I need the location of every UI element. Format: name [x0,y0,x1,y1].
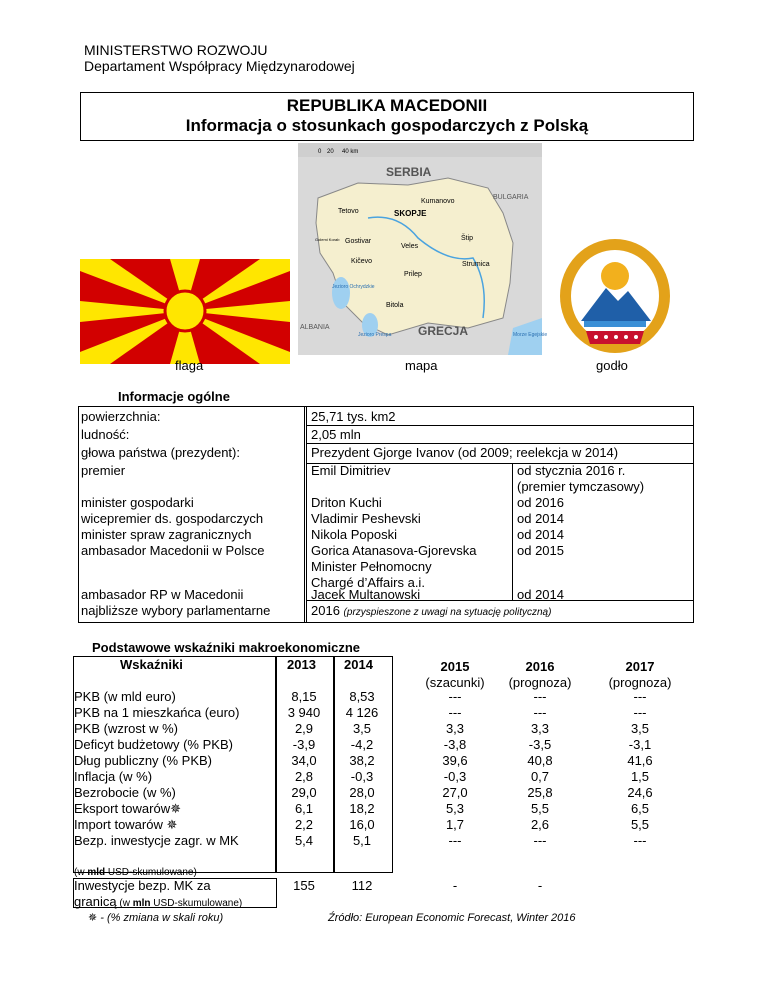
macro-cell: 39,6 [442,753,468,768]
macro-header-2015-sub: (szacunki) [425,675,485,690]
macro-cell: --- [448,689,462,704]
macro-row-label: Inflacja (w %) [74,769,153,784]
election-note: (przyspieszone z uwagi na sytuację polityczną) [343,607,552,618]
macro-cell: 5,4 [294,833,314,848]
info-date: od 2014 [517,511,564,526]
macro-cell: 3 940 [287,705,321,720]
macro-header-2014: 2014 [344,657,373,672]
macro-cell: --- [448,833,462,848]
info-value: 25,71 tys. km2 [311,409,396,424]
gear-marker-icon: ✵ [170,801,181,816]
macro-cell: 38,2 [349,753,375,768]
macro-cell: 2,6 [530,817,550,832]
macro-cell: --- [633,833,647,848]
info-label: powierzchnia: [81,409,161,424]
department-name: Departament Współpracy Międzynarodowej [84,58,355,74]
info-label: ambasador Macedonii w Polsce [81,543,265,558]
macro-cell: 34,0 [291,753,317,768]
macro-cell: --- [633,705,647,720]
map-label-greece: GRECJA [418,324,469,338]
ministry-name: MINISTERSTWO ROZWOJU [84,42,268,58]
info-date: od stycznia 2016 r. [517,463,626,478]
macro-row-label: PKB na 1 mieszkańca (euro) [74,705,240,720]
macro-cell: -0,3 [350,769,374,784]
emblem-caption: godło [596,358,628,373]
macro-header-2015: 2015 [440,659,470,674]
macro-cell: --- [633,689,647,704]
info-value: Emil Dimitriev [311,463,391,478]
map-label-albania: ALBANIA [300,324,330,331]
macro-cell: 4 126 [345,705,379,720]
map-label-gostivar: Gostivar [345,238,372,245]
macro-cell: 18,2 [349,801,375,816]
macro-cell: 8,53 [349,689,375,704]
info-label: premier [81,463,126,478]
macro-cell: 5,3 [445,801,465,816]
info-value: 2,05 mln [311,427,361,442]
gear-marker-icon: ✵ [162,817,178,832]
info-value: Minister Pełnomocny [311,559,432,574]
macro-cell: 5,5 [530,801,550,816]
macro-row-label: Deficyt budżetowy (% PKB) [74,737,233,752]
map-label-sea: Morze Egejskie [513,332,548,338]
macro-cell: -3,5 [528,737,552,752]
macro-cell: --- [448,705,462,720]
info-date: od 2014 [517,527,564,542]
macro-cell: 27,0 [442,785,468,800]
info-value: Prezydent Gjorge Ivanov (od 2009; reelekcja w 2014) [311,445,619,460]
macro-row-label: PKB (w mld euro) [74,689,176,704]
outward-fdi-2015: - [452,878,458,893]
map-label-strumica: Strumica [462,261,490,268]
map-scale-0: 0 [318,149,322,155]
macro-header-2017: 2017 [625,659,655,674]
map-label-veles: Veles [401,243,419,250]
map-label-prespa: Jezioro Prespa [358,332,392,338]
macro-cell: 5,5 [630,817,650,832]
macro-cell: 16,0 [349,817,375,832]
macro-cell: 3,5 [352,721,372,736]
map-scale-40: 40 km [342,149,359,155]
macro-cell: 0,7 [530,769,550,784]
info-value: Chargé d’Affairs a.i. [311,575,425,590]
macro-cell: -0,3 [443,769,467,784]
flag-caption: flaga [175,358,204,373]
info-value: Driton Kuchi [311,495,382,510]
footnote: ✵ - (% zmiana w skali roku) [88,912,224,924]
macro-cell: 2,2 [294,817,314,832]
macro-row-label: Bezp. inwestycje zagr. w MK [74,833,239,848]
macro-cell: 24,6 [627,785,653,800]
info-label: minister gospodarki [81,495,194,510]
map-label-bitola: Bitola [386,302,404,309]
source-note: Źródło: European Economic Forecast, Winter 2016 [328,912,576,924]
election-year: 2016 [311,603,340,618]
macro-cell: --- [533,705,547,720]
macro-cell: 28,0 [349,785,375,800]
info-value: Nikola Poposki [311,527,397,542]
info-label: ludność: [81,427,130,442]
macro-header-2016: 2016 [525,659,555,674]
macro-header-label: Wskaźniki [120,657,183,672]
map-label-serbia: SERBIA [386,165,432,179]
map-label-bulgaria: BULGARIA [493,194,529,201]
info-label: najbliższe wybory parlamentarne [81,603,271,618]
macro-cell: 6,1 [294,801,314,816]
macro-cell: -4,2 [350,737,374,752]
macro-cell: 25,8 [527,785,553,800]
macro-cell: 3,3 [445,721,465,736]
map-label-stip: Štip [461,235,474,242]
info-value: Vladimir Peshevski [311,511,421,526]
outward-fdi-2013: 155 [293,878,315,893]
info-section-title: Informacje ogólne [118,389,230,404]
info-date: od 2015 [517,543,564,558]
macro-cell: 6,5 [630,801,650,816]
map-caption: mapa [405,358,438,373]
macro-cell: 8,15 [291,689,317,704]
info-label: głowa państwa (prezydent): [81,445,240,460]
gear-marker-icon: ✵ [88,912,101,924]
macro-row-label: Eksport towarów✵ [74,801,181,816]
info-value: Jacek Multanowski [311,587,421,602]
macro-cell: 2,8 [294,769,314,784]
map-label-ohrid: Jezioro Ochrydzkie [332,284,375,290]
macro-header-2013: 2013 [287,657,316,672]
macro-row-label: Dług publiczny (% PKB) [74,753,212,768]
outward-fdi-2016: - [537,878,543,893]
macro-cell: --- [533,833,547,848]
macro-cell: 1,5 [630,769,650,784]
outward-fdi-label: Inwestycje bezp. MK za [74,878,211,893]
info-value: Gorica Atanasova-Gjorevska [311,543,477,558]
macro-cell: 3,3 [530,721,550,736]
map-label-prilep: Prilep [404,271,422,278]
macro-cell: -3,1 [628,737,652,752]
info-label: ambasador RP w Macedonii [81,587,244,602]
map-label-kumanovo: Kumanovo [421,198,455,205]
macro-header-2017-sub: (prognoza) [608,675,672,690]
macro-cell: -3,9 [292,737,316,752]
macro-cell: -3,8 [443,737,467,752]
macro-cell: 5,1 [352,833,372,848]
map-label-skopje: SKOPJE [394,209,427,218]
info-label: minister spraw zagranicznych [81,527,252,542]
macro-cell: 40,8 [527,753,553,768]
macro-row-label: PKB (wzrost w %) [74,721,179,736]
title-line1: REPUBLIKA MACEDONII [286,96,488,115]
macro-header-2016-sub: (prognoza) [508,675,572,690]
macro-cell: 1,7 [445,817,465,832]
fdi-unit-note: (w mld USD-skumulowane) [74,867,197,878]
macro-cell: --- [533,689,547,704]
outward-fdi-2014: 112 [351,878,373,893]
outward-fdi-label2: granicą (w mln USD-skumulowane) [74,894,243,909]
map-label-golemi: Golemi Korab [315,237,340,242]
title-line2: Informacja o stosunkach gospodarczych z Polską [185,116,589,135]
map-label-kicevo: Kičevo [351,258,373,265]
macro-cell: 41,6 [627,753,653,768]
macro-row-label: Import towarów ✵ [74,817,178,832]
macro-section-title: Podstawowe wskaźniki makroekonomiczne [92,640,361,655]
macro-row-label: Bezrobocie (w %) [74,785,176,800]
map-label-tetovo: Tetovo [338,208,359,215]
map-scale-20: 20 [327,149,334,155]
info-date: od 2016 [517,495,564,510]
macro-cell: 29,0 [291,785,317,800]
macro-cell: 3,5 [630,721,650,736]
info-label: wicepremier ds. gospodarczych [81,511,264,526]
info-date: od 2014 [517,587,564,602]
macro-cell: 2,9 [294,721,314,736]
info-date: (premier tymczasowy) [517,479,645,494]
